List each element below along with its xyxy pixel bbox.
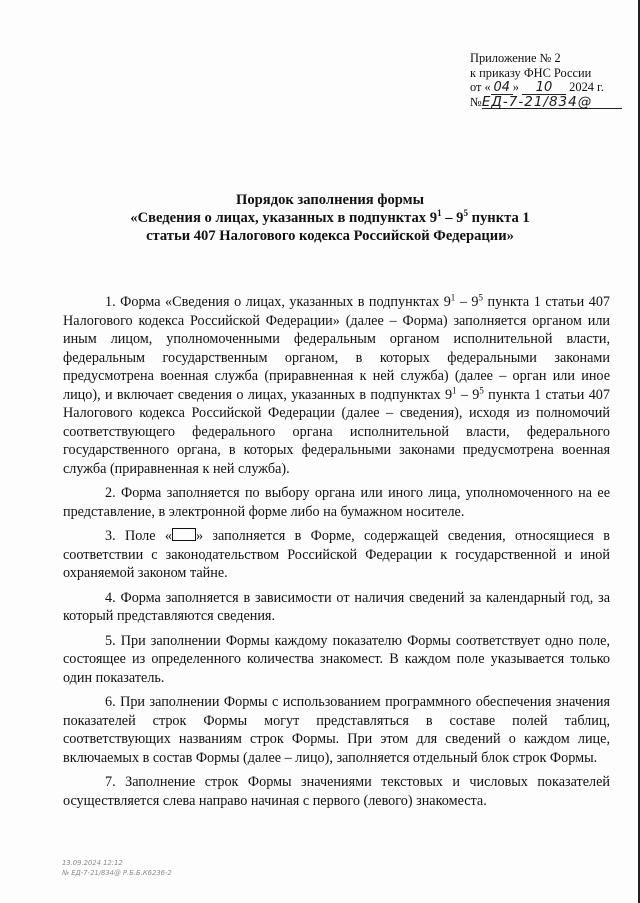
number-prefix: №: [470, 95, 482, 110]
document-title: [60, 191, 600, 245]
appendix-date-line: [470, 80, 630, 95]
paragraph-text: пункта 1 статьи 407 Налогового кодекса Российской Федерации» (далее – Форма) заполняется органом или иным лицом, уполномоченными федеральным органом исполнительной власти, федеральным государственным органом, в которых федеральными законами предусмотрена военная служба (приравненная к ней служба) (далее – орган или иное лицо), и включает сведения о лицах, указанных в подпунктах 9: [63, 294, 611, 403]
title-line-1: Порядок заполнения формы: [236, 192, 424, 208]
superscript: 1: [452, 384, 457, 395]
handwritten-day: 04: [491, 82, 513, 95]
title-superscript: 1: [437, 208, 442, 219]
paragraph-text: пункта 1 статьи 407 Налогового кодекса Российской Федерации (далее – сведения), исходя из полномочий соответствующего федерального органа исполнительной власти, федерального государственного органа, в которых федеральными законами предусмотрена военная служба (приравненная к ней служба).: [63, 386, 610, 477]
footer-document-id: № ЕД-7-21/834@ Р.Б.Б.К6236-2: [62, 869, 172, 877]
date-mid: »: [512, 80, 519, 95]
paragraph-2: 2. Форма заполняется по выбору органа или иного лица, уполномоченного на ее представление, в электронной форме либо на бумажном носителе.: [63, 485, 610, 520]
title-text: пункта 1: [467, 210, 530, 226]
paragraph-text: – 9: [456, 386, 480, 403]
paragraph-text: » заполняется в Форме, содержащей сведения, относящиеся в соответствии с законодательством Российской Федерации к государственной и иной охраняемой законом тайне.: [63, 528, 610, 581]
date-year: 2024 г.: [569, 80, 604, 95]
paragraph-7: 7. Заполнение строк Формы значениями текстовых и числовых показателей осуществляется слева направо начиная с первого (левого) знакоместа.: [63, 774, 610, 809]
footer-timestamp: 13.09.2024 12:12: [62, 859, 123, 867]
title-text: – 9: [441, 210, 464, 226]
paragraph-1: [63, 293, 610, 478]
document-body: [63, 293, 610, 816]
appendix-title: Приложение № 2: [470, 51, 561, 65]
paragraph-3: [63, 527, 610, 583]
title-line-2: [60, 209, 600, 227]
superscript: 1: [450, 292, 456, 303]
title-superscript: 5: [463, 208, 468, 219]
paragraph-6: 6. При заполнении Формы с использованием программного обеспечения значения показателей строк Формы могут представляться в составе полей таблиц, соответствующих названиям строк Формы. При этом для сведений о каждом лице, включаемых в состав Формы (далее – лицо), заполняется отдельный блок строк Формы.: [63, 694, 610, 766]
footer-stamp: [62, 858, 172, 878]
title-line-3: статьи 407 Налогового кодекса Российской Федерации»: [146, 228, 514, 244]
secrecy-field-box-icon: [172, 528, 196, 541]
handwritten-month: 10: [522, 82, 566, 95]
paragraph-4: 4. Форма заполняется в зависимости от наличия сведений за календарный год, за который представляются сведения.: [63, 589, 610, 624]
paragraph-text: 3. Поле «: [105, 528, 172, 544]
paragraph-5: 5. При заполнении Формы каждому показателю Формы соответствует одно поле, состоящее из определенного количества знакомест. В каждом поле указывается только один показатель.: [63, 632, 610, 686]
title-text: «Сведения о лицах, указанных в подпунктах 9: [130, 210, 438, 226]
superscript: 5: [478, 292, 484, 303]
appendix-number-line: [470, 95, 630, 110]
superscript: 5: [479, 384, 484, 395]
appendix-header: [470, 51, 630, 110]
handwritten-order-number: ЕД-7-21/834@: [482, 96, 622, 109]
paragraph-text: 1. Форма «Сведения о лицах, указанных в подпунктах 9: [105, 294, 451, 310]
paragraph-text: – 9: [455, 294, 479, 310]
appendix-order-ref: к приказу ФНС России: [470, 65, 592, 80]
date-prefix: от «: [470, 80, 491, 95]
